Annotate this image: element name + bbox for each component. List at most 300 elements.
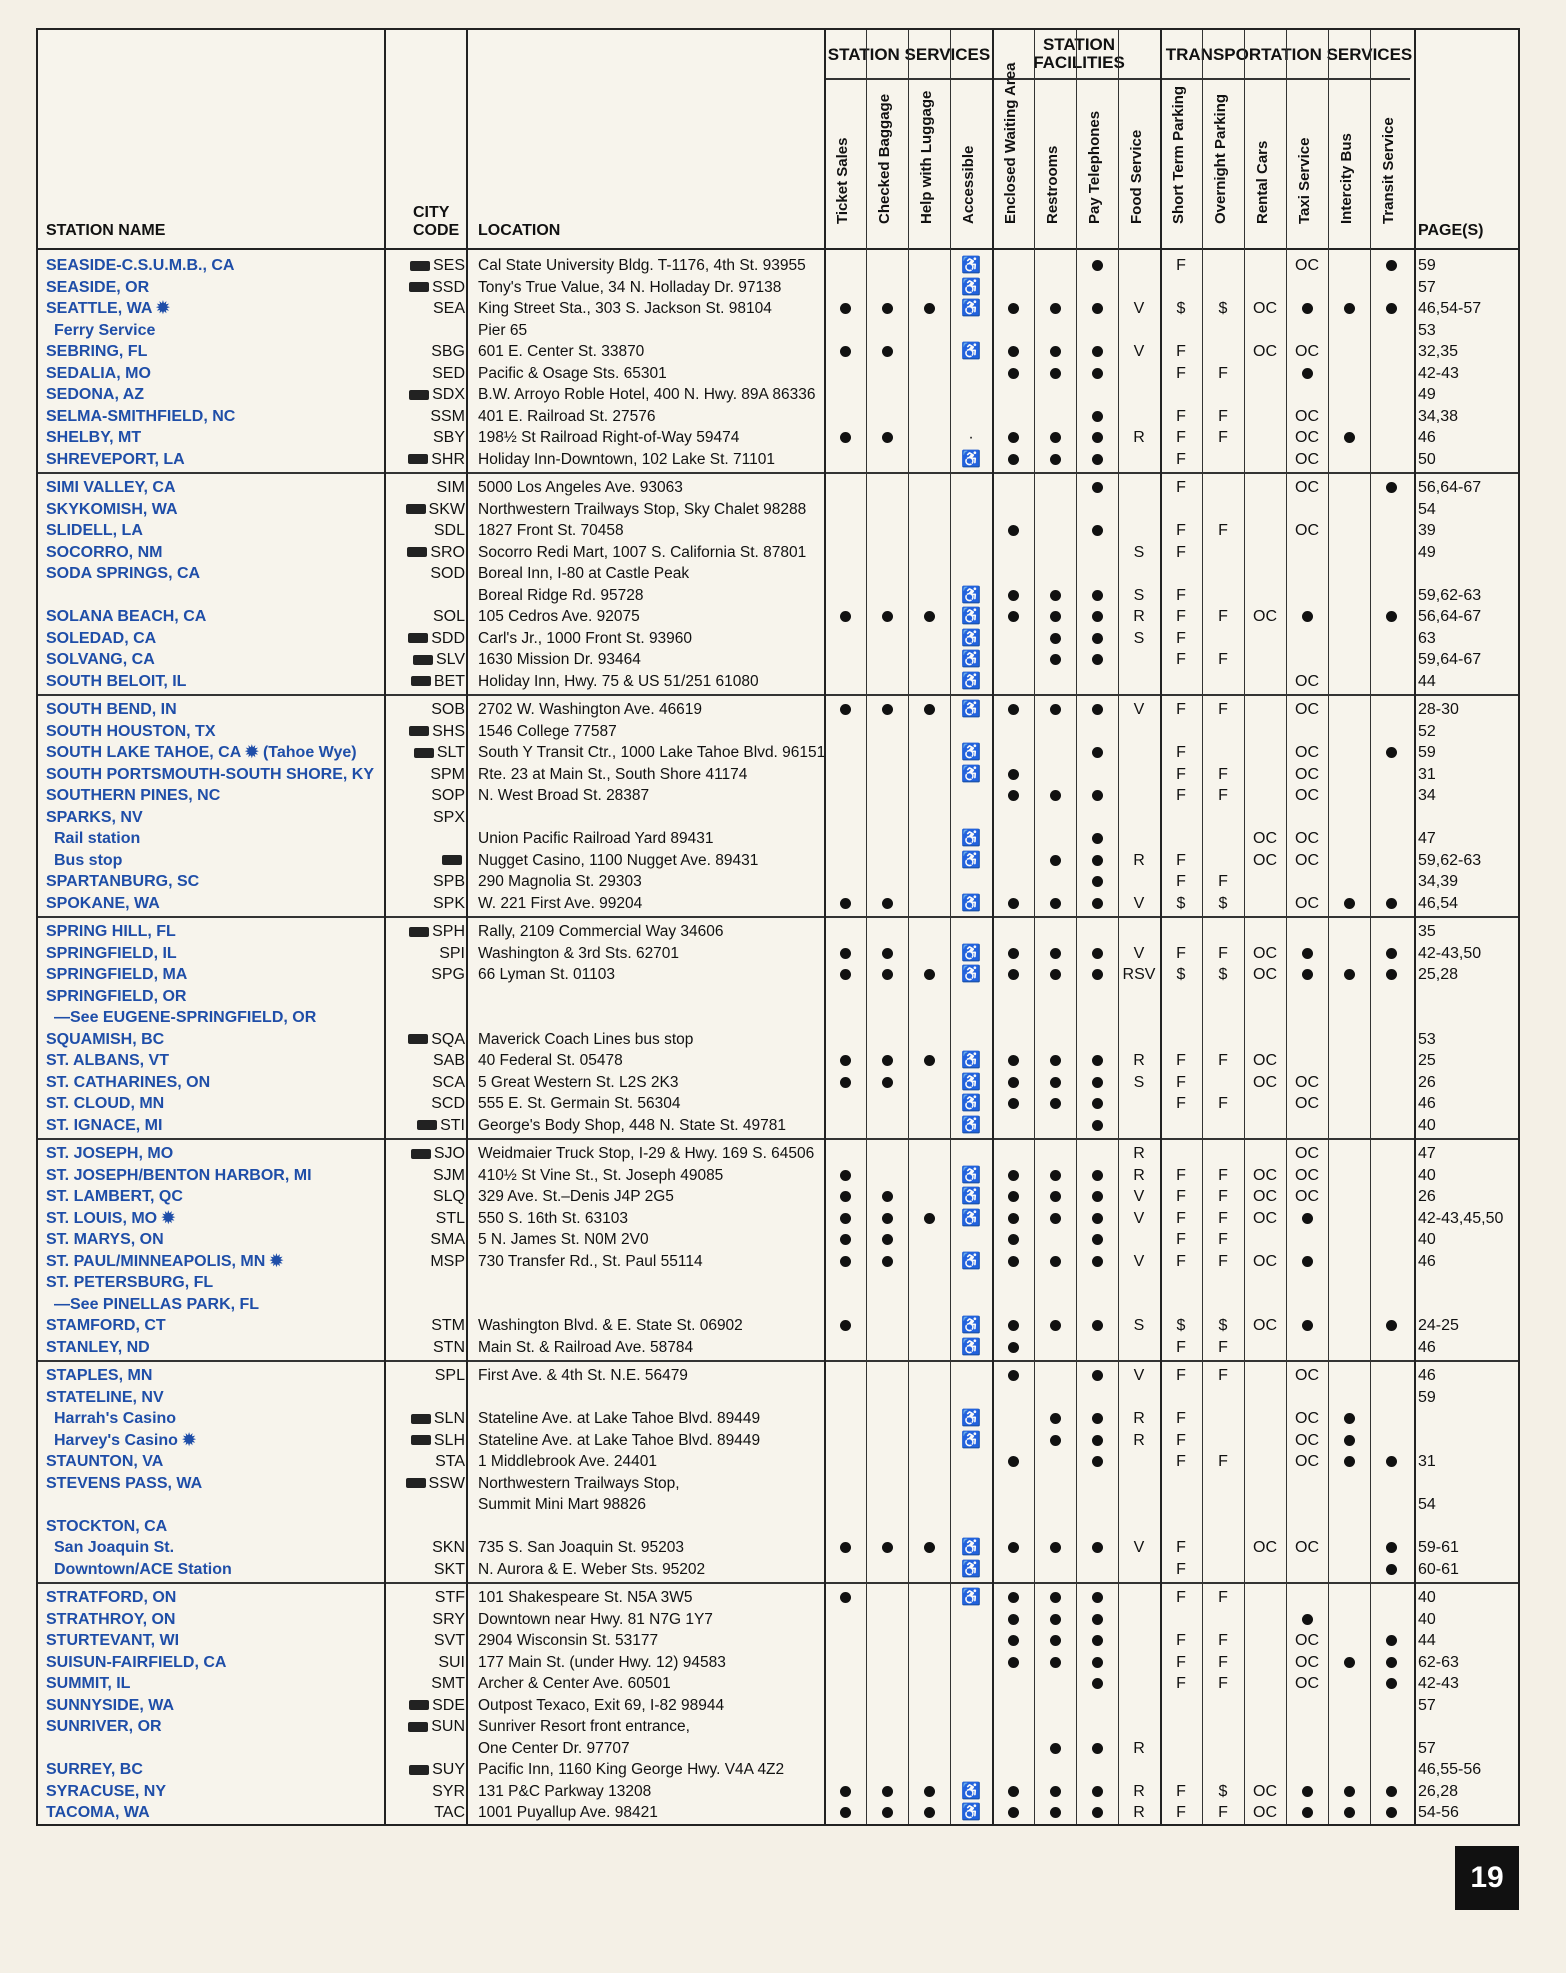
service-value: OC [1295,894,1319,912]
service-dot-icon [1008,1342,1019,1353]
bus-icon [409,927,429,937]
table-row [38,1781,1518,1803]
location: 105 Cedros Ave. 92075 [478,608,640,625]
service-dot-icon [1344,432,1355,443]
pages: 53 [1418,1030,1436,1048]
service-dot [1036,699,1074,721]
service-dot-icon [1344,303,1355,314]
service-dot [826,1781,864,1803]
station-name: SODA SPRINGS, CA [46,565,201,582]
station-name: STRATHROY, ON [46,1610,176,1628]
service-dot-icon [1050,1055,1061,1066]
service-dot [868,1802,906,1824]
city-code-text: SUI [438,1653,465,1671]
accessible-icon: ♿ [961,894,981,912]
location: Archer & Center Ave. 60501 [478,1675,671,1692]
service-dot [826,341,864,363]
station-name: —See PINELLAS PARK, FL [54,1295,260,1313]
service-dot-icon [924,1786,935,1797]
service-value: F [1176,608,1186,625]
service-value: $ [1176,894,1186,912]
location: B.W. Arroyo Roble Hotel, 400 N. Hwy. 89A 86336 [478,386,816,403]
column-divider [1076,30,1077,1824]
bus-icon [406,1478,426,1488]
service-value: OC [1295,765,1319,783]
pages: 31 [1418,1453,1436,1470]
location: Stateline Ave. at Lake Tahoe Blvd. 89449 [478,1410,761,1427]
service-value: F [1176,1453,1186,1470]
service-dot [994,1251,1032,1273]
service-dot-icon [1386,482,1397,493]
service-dot-icon [840,1191,851,1202]
service-dot [994,943,1032,965]
station-name: —See EUGENE-SPRINGFIELD, OR [54,1009,317,1026]
location: Main St. & Railroad Ave. 58784 [478,1338,694,1356]
location: 735 S. San Joaquin St. 95203 [478,1539,684,1556]
city-code-text: SRO [430,543,465,561]
service-value: $ [1176,966,1186,983]
service-dot-icon [882,1077,893,1088]
city-code [385,1430,465,1452]
city-code [385,542,465,564]
service-value: F [1218,1589,1228,1606]
table-row [38,542,1518,564]
accessible-icon: ♿ [961,765,981,783]
service-dot-icon [1050,1077,1061,1088]
station-name: SURREY, BC [46,1761,143,1778]
bus-icon [409,726,429,736]
city-code-text: SKW [428,500,465,518]
service-dot-icon [1092,482,1103,493]
location: One Center Dr. 97707 [478,1739,630,1757]
city-code [385,1716,465,1738]
location: 2702 W. Washington Ave. 46619 [478,701,703,718]
service-dot [994,1208,1032,1230]
service-dot [994,585,1032,607]
service-value: F [1218,1095,1228,1112]
service-dot [994,1537,1032,1559]
station-name: Bus stop [54,851,123,869]
city-code [385,298,465,320]
service-dot [1078,1208,1116,1230]
service-dot-icon [1092,833,1103,844]
service-dot-icon [1008,704,1019,715]
service-dot [1078,449,1116,471]
location: 1546 College 77587 [478,722,617,740]
city-code [385,1630,465,1652]
service-dot-icon [1008,948,1019,959]
service-value: OC [1253,851,1277,869]
pages: 59,62-63 [1418,586,1482,604]
pages: 26,28 [1418,1782,1459,1800]
bus-icon [407,547,427,557]
service-dot-icon [1092,1234,1103,1245]
service-dot-icon [1050,1256,1061,1267]
pages: 44 [1418,1632,1436,1649]
service-dot [1288,298,1326,320]
service-value: $ [1218,894,1228,912]
service-dot-icon [1008,1170,1019,1181]
accessible-icon: ♿ [961,586,981,604]
pages: 57 [1418,1739,1436,1757]
column-header-label: Food Service [1128,129,1145,224]
service-dot [1036,1652,1074,1674]
service-dot-icon [1008,346,1019,357]
service-dot [826,606,864,628]
column-header-label: Taxi Service [1296,137,1313,224]
city-code [385,1115,465,1137]
bus-icon [408,454,428,464]
pages: 60-61 [1418,1560,1459,1578]
city-code [385,1165,465,1187]
service-dot-icon [1092,1435,1103,1446]
bus-icon [408,1722,428,1732]
service-value: S [1133,629,1145,647]
pages: 46 [1418,1338,1436,1356]
service-dot [994,1451,1032,1473]
service-dot-icon [840,611,851,622]
service-dot-icon [1008,1055,1019,1066]
city-code-text: SAB [432,1052,465,1069]
city-code [385,721,465,743]
station-name: SOUTH BELOIT, IL [46,672,187,690]
service-dot-icon [840,346,851,357]
pages: 28-30 [1418,701,1459,718]
city-code-text: SSM [430,407,465,425]
column-header-label: Intercity Bus [1338,133,1355,224]
city-code-text: STA [435,1453,465,1470]
service-dot [994,1093,1032,1115]
service-value: F [1176,1209,1186,1227]
pages: 42-43,45,50 [1418,1209,1504,1227]
service-value: OC [1295,1539,1319,1556]
station-name: SPRINGFIELD, OR [46,987,187,1005]
station-name: SHREVEPORT, LA [46,450,185,468]
service-dot [1078,1630,1116,1652]
service-dot [1036,1208,1074,1230]
service-dot [1036,1315,1074,1337]
city-code [385,499,465,521]
service-dot-icon [1050,1191,1061,1202]
pages: 34,39 [1418,873,1459,890]
service-dot-icon [1050,948,1061,959]
service-dot [1078,1537,1116,1559]
service-dot [1078,1673,1116,1695]
table-row [38,1229,1518,1251]
service-value: F [1176,1675,1186,1692]
service-dot-icon [840,1055,851,1066]
group-divider [38,1582,1518,1584]
table-row [38,1494,1518,1516]
column-divider [992,30,994,1824]
service-dot-icon [1092,303,1103,314]
service-dot [1036,1802,1074,1824]
table-row [38,964,1518,986]
header-location: LOCATION [478,222,561,239]
service-value: OC [1295,701,1319,718]
location: 5 N. James St. N0M 2V0 [478,1231,649,1248]
accessible-icon: ♿ [961,1410,981,1427]
column-divider [1328,30,1329,1824]
city-code [385,649,465,671]
service-value: F [1218,522,1228,539]
station-name: SLIDELL, LA [46,522,143,539]
location: 1630 Mission Dr. 93464 [478,651,641,668]
city-code-text: SSD [432,278,465,296]
service-dot-icon [882,1786,893,1797]
service-dot-icon [924,611,935,622]
service-value: F [1176,944,1186,962]
service-dot [1078,1365,1116,1387]
service-dot [826,964,864,986]
service-dot [868,699,906,721]
service-dot [1078,1781,1116,1803]
pages: 42-43 [1418,1675,1459,1692]
service-value: $ [1176,300,1186,317]
table-row [38,1093,1518,1115]
location: Pacific & Osage Sts. 65301 [478,364,667,382]
location: 5 Great Western St. L2S 2K3 [478,1073,679,1091]
service-dot [1330,1652,1368,1674]
station-name: SOUTH LAKE TAHOE, CA ✹ (Tahoe Wye) [46,744,357,761]
service-value: F [1218,1675,1228,1692]
table-row [38,1186,1518,1208]
service-dot [826,298,864,320]
service-value: F [1176,765,1186,783]
table-row [38,828,1518,850]
service-dot [826,1186,864,1208]
service-dot [910,1050,948,1072]
group-divider [38,472,1518,474]
city-code-text: SMA [430,1231,465,1248]
table-row [38,1387,1518,1409]
page-number: 19 [1455,1846,1519,1910]
table-row [38,893,1518,915]
city-code-text: SDL [433,522,465,539]
city-code [385,1408,465,1430]
accessible-icon: ♿ [961,944,981,962]
location: Union Pacific Railroad Yard 89431 [478,830,714,847]
station-name: ST. JOSEPH, MO [46,1145,174,1162]
city-code-text: BET [433,672,465,690]
service-dot-icon [1050,611,1061,622]
service-dot-icon [1008,590,1019,601]
city-code [385,520,465,542]
service-value: F [1176,586,1186,604]
service-value: F [1176,629,1186,647]
service-dot-icon [1050,1413,1061,1424]
station-name: SEBRING, FL [46,343,148,360]
service-dot [1078,1587,1116,1609]
service-dot-icon [1008,1635,1019,1646]
pages: 40 [1418,1166,1436,1184]
pages: 46 [1418,1252,1436,1270]
service-dot [1036,785,1074,807]
city-code [385,1759,465,1781]
station-name: STRATFORD, ON [46,1589,177,1606]
service-dot [1036,1408,1074,1430]
service-dot [826,1802,864,1824]
service-dot [1036,964,1074,986]
service-dot-icon [1092,1456,1103,1467]
city-code-text: MSP [430,1252,465,1270]
service-value: V [1133,1539,1145,1556]
location: 290 Magnolia St. 29303 [478,873,642,890]
service-dot [994,363,1032,385]
service-dot-icon [1302,1256,1313,1267]
service-dot [1078,871,1116,893]
service-value: OC [1253,300,1277,317]
group-divider [38,916,1518,918]
column-divider [824,30,826,1824]
service-value: F [1218,701,1228,718]
service-dot [1036,1093,1074,1115]
station-name: SPARTANBURG, SC [46,873,200,890]
service-dot-icon [1386,898,1397,909]
service-dot-icon [1050,633,1061,644]
station-name: STEVENS PASS, WA [46,1474,203,1492]
table-row [38,699,1518,721]
station-name: SELMA-SMITHFIELD, NC [46,407,236,425]
service-value: OC [1295,1073,1319,1091]
service-value: F [1218,1453,1228,1470]
station-name: SUMMIT, IL [46,1675,131,1692]
service-dot [1288,1208,1326,1230]
bus-icon [410,261,430,271]
station-name: ST. IGNACE, MI [46,1116,163,1134]
table-row [38,943,1518,965]
service-dot [1036,1537,1074,1559]
column-header [908,70,946,240]
station-table [36,28,1520,1826]
service-dot [1372,477,1410,499]
service-dot-icon [1302,1320,1313,1331]
service-value: F [1218,429,1228,446]
column-header-label: Help with Luggage [918,90,935,224]
service-dot-icon [924,303,935,314]
pages: 40 [1418,1589,1436,1606]
service-dot [868,298,906,320]
city-code-text: SLN [433,1410,465,1427]
table-row [38,320,1518,342]
service-dot-icon [1008,1542,1019,1553]
service-dot-icon [1092,1098,1103,1109]
service-value: F [1176,1367,1186,1384]
service-dot-icon [1092,1786,1103,1797]
bus-icon [409,390,429,400]
service-value: OC [1295,1410,1319,1427]
service-value: $ [1176,1317,1186,1334]
service-value: F [1218,765,1228,783]
service-dot-icon [1050,1635,1061,1646]
pages: 54 [1418,1496,1436,1513]
city-code-text: SJO [433,1145,465,1162]
column-header-label: Checked Baggage [876,93,893,224]
service-dot [1288,606,1326,628]
service-dot [1372,1673,1410,1695]
service-dot-icon [1302,611,1313,622]
column-divider [1414,30,1416,1824]
table-row [38,871,1518,893]
service-dot-icon [1050,1320,1061,1331]
service-dot [1078,520,1116,542]
service-dot [1288,1251,1326,1273]
service-dot [868,893,906,915]
bus-icon [411,676,431,686]
service-dot-icon [1386,1635,1397,1646]
location: Downtown near Hwy. 81 N7G 1Y7 [478,1610,713,1628]
table-row [38,1251,1518,1273]
service-dot [1078,785,1116,807]
city-code-text: SED [432,364,465,382]
column-divider [1118,30,1119,1824]
service-value: V [1133,343,1145,360]
service-dot [1036,649,1074,671]
service-value: V [1133,1188,1145,1205]
service-dot [1288,964,1326,986]
location: Socorro Redi Mart, 1007 S. California St. 87801 [478,543,807,561]
city-code [385,1609,465,1631]
service-dot [1078,1186,1116,1208]
service-dot-icon [1050,1592,1061,1603]
service-dot [1036,298,1074,320]
service-dot-icon [1386,1678,1397,1689]
service-dot-icon [1386,948,1397,959]
service-dot-icon [1092,855,1103,866]
service-dot-icon [1092,1256,1103,1267]
service-dot [1078,1451,1116,1473]
city-code [385,277,465,299]
location: 601 E. Center St. 33870 [478,343,645,360]
location: 401 E. Railroad St. 27576 [478,407,656,425]
station-name: SOUTH PORTSMOUTH-SOUTH SHORE, KY [46,765,375,783]
service-dot-icon [1302,303,1313,314]
pages: 24-25 [1418,1317,1459,1334]
station-name: ST. CATHARINES, ON [46,1073,211,1091]
service-value: F [1176,744,1186,761]
service-value: R [1133,1431,1145,1449]
location: Summit Mini Mart 98826 [478,1496,646,1513]
service-dot-icon [1092,704,1103,715]
service-dot [1078,1050,1116,1072]
service-dot [910,298,948,320]
service-value: $ [1218,966,1228,983]
location: 198½ St Railroad Right-of-Way 59474 [478,429,740,446]
service-dot-icon [1050,1786,1061,1797]
accessible-icon: ♿ [961,450,981,468]
location: 2904 Wisconsin St. 53177 [478,1632,659,1649]
location: 550 S. 16th St. 63103 [478,1209,628,1227]
bus-icon [413,655,433,665]
service-dot-icon [1050,432,1061,443]
table-row [38,785,1518,807]
service-dot-icon [882,898,893,909]
city-code [385,363,465,385]
pages: 57 [1418,1696,1436,1714]
service-dot-icon [1008,303,1019,314]
service-dot [1078,1093,1116,1115]
pages: 59,62-63 [1418,851,1482,869]
service-dot-icon [1050,368,1061,379]
column-divider [1286,30,1287,1824]
service-value: F [1176,701,1186,718]
accessible-icon: ♿ [961,966,981,983]
service-value: F [1218,364,1228,382]
service-value: F [1218,1632,1228,1649]
service-dot [1372,1781,1410,1803]
service-dot [1372,1537,1410,1559]
service-dot [994,764,1032,786]
